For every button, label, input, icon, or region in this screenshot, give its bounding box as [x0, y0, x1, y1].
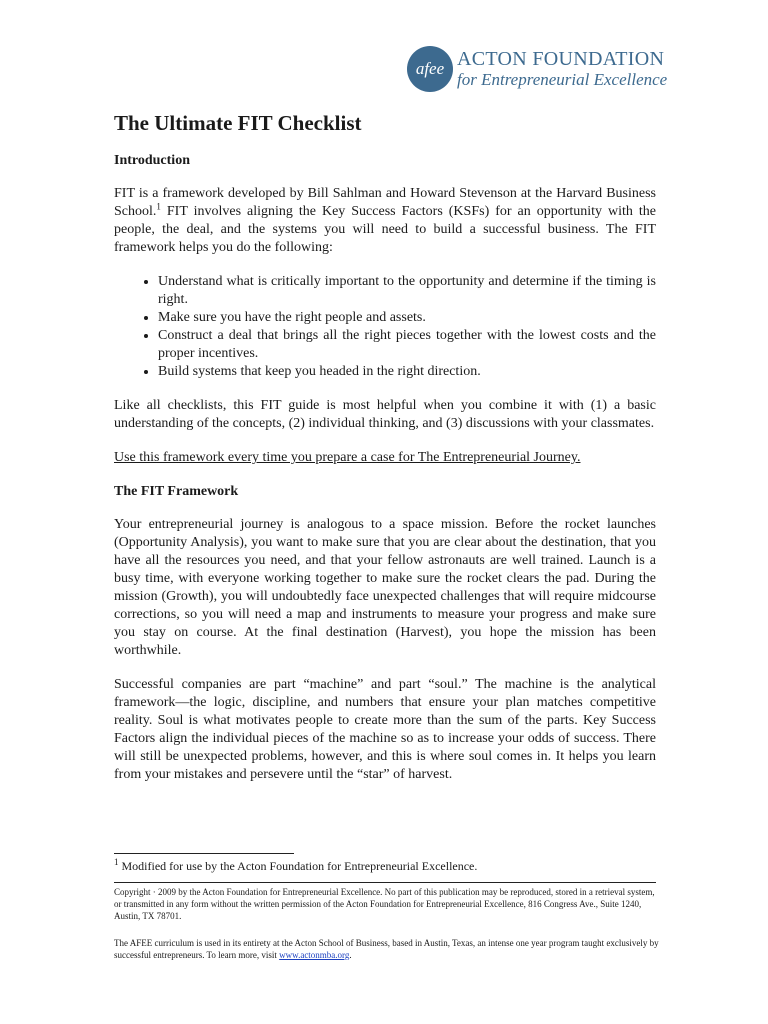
intro-text-b: FIT involves aligning the Key Success Factors (KSFs) for an opportunity with the people, the deal, and the systems you will need to build a successful business. The FIT framework helps you do the following: — [114, 204, 656, 255]
acton-foundation-logo — [407, 46, 707, 94]
footnote-text: Modified for use by the Acton Foundation for Entrepreneurial Excellence. — [118, 859, 478, 873]
footnote-mark: 1 — [114, 857, 119, 867]
introduction-heading: Introduction — [114, 153, 190, 168]
intro-paragraph-2: Like all checklists, this FIT guide is most helpful when you combine it with (1) a basic understanding of the concepts, (2) individual thinking, and (3) discussions with your classmates. — [114, 398, 656, 431]
bullet-item: • Construct a deal that brings all the right pieces together with the lowest costs and the proper incentives. — [158, 327, 656, 363]
usage-note: Use this framework every time you prepare a case for The Entrepreneurial Journey. — [114, 450, 581, 465]
copyright-notice: Copyright · 2009 by the Acton Foundation for Entrepreneurial Excellence. No part of this publication may be reproduced, stored in a retrieval system, or transmitted in any form without the written permission of the Acton Foundation for Entrepreneurial Excellence, 816 Congress Ave., Suite 1240, Austin, TX 78701. — [114, 887, 655, 921]
bullet-item: • Understand what is critically important to the opportunity and determine if the timing is right. — [158, 273, 656, 309]
acton-website-link[interactable]: www.actonmba.org — [279, 950, 350, 960]
footnote-divider — [114, 853, 294, 854]
framework-paragraph-1: Your entrepreneurial journey is analogous to a space mission. Before the rocket launches (Opportunity Analysis), you want to make sure that you are clear about the destination, that you have all the resources you need, and that your fellow astronauts are well trained. Launch is a busy time, with everyone working together to make sure the rocket clears the pad. During the mission (Growth), you will undoubtedly face unexpected challenges that will require midcourse corrections, so you will need a map and instruments to measure your progress and make sure you stay on course. At the final destination (Harvest), you hope the mission has been worthwhile. — [114, 517, 656, 658]
main-content — [114, 110, 656, 800]
logo-name: ACTON FOUNDATION — [457, 48, 665, 70]
afee-note-end: . — [349, 950, 352, 960]
afee-badge: afee — [407, 46, 453, 92]
logo-tagline: for Entrepreneurial Excellence — [457, 70, 668, 89]
bullet-item: • Build systems that keep you headed in the right direction. — [158, 363, 656, 381]
page-title: The Ultimate FIT Checklist — [114, 111, 362, 135]
afee-curriculum-note — [114, 937, 659, 961]
framework-paragraph-2: Successful companies are part “machine” and part “soul.” The machine is the analytical framework—the logic, discipline, and numbers that ensure your plan matches competitive reality. Soul is what motivates people to create more than the sum of the parts. Key Success Factors align the individual pieces of the machine so as to increase your odds of success. There will still be unexpected problems, however, and this is where soul comes in. It helps you learn from your mistakes and persevere until the “star” of harvest. — [114, 677, 656, 782]
copyright-divider — [114, 882, 656, 883]
afee-note-text: The AFEE curriculum is used in its entirety at the Acton School of Business, based in Austin, Texas, an intense one year program taught exclusively by successful entrepreneurs. To learn more, visit — [114, 938, 659, 960]
footnote-ref: 1 — [156, 201, 161, 212]
intro-text-a: FIT is a framework developed by Bill Sahlman and Howard Stevenson at the Harvard Business School. — [114, 186, 656, 219]
intro-bullet-list — [114, 273, 656, 381]
footnote — [114, 858, 477, 874]
bullet-item: • Make sure you have the right people and assets. — [158, 309, 656, 327]
intro-paragraph-1 — [114, 185, 656, 257]
fit-framework-heading: The FIT Framework — [114, 484, 239, 499]
